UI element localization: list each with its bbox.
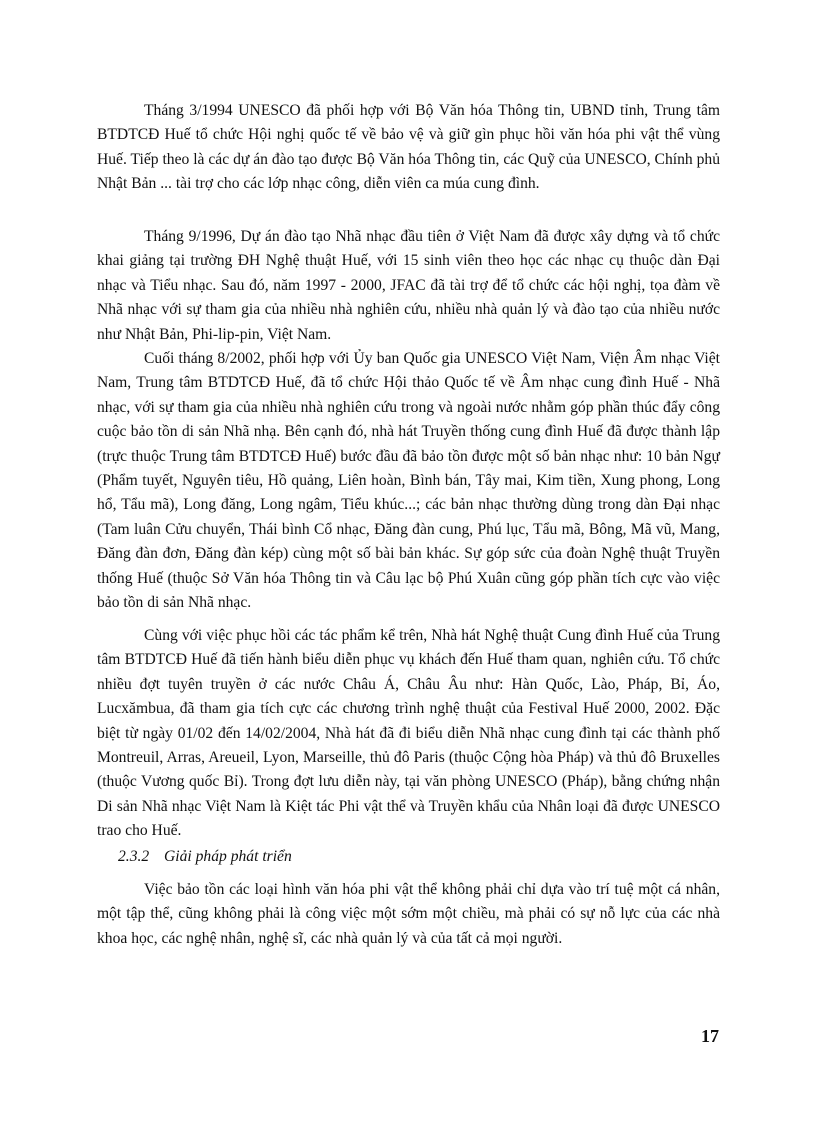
page-number: 17 bbox=[701, 1026, 719, 1046]
paragraph-text: Tháng 9/1996, Dự án đào tạo Nhã nhạc đầu tiên ở Việt Nam đã được xây dựng và tổ chức khai giảng tại trường ĐH Nghệ thuật Huế, với 15 sinh viên theo học các nhạc cụ thuộc dàn Đại nhạc và Tiểu nhạc. Sau đó, năm 1997 - 2000, JFAC đã tài trợ để tổ chức các hội nghị, tọa đàm về Nhã nhạc với sự tham gia của nhiều nhà nghiên cứu, nhiều nhà quản lý và đào tạo của nhiều nước như Nhật Bản, Phi-lip-pin, Việt Nam. bbox=[97, 228, 720, 343]
section-title: Giải pháp phát triển bbox=[164, 848, 292, 865]
paragraph-3 bbox=[97, 347, 720, 615]
paragraph-1 bbox=[97, 99, 720, 197]
paragraph-5 bbox=[97, 878, 720, 951]
section-number: 2.3.2 bbox=[118, 848, 150, 865]
section-heading bbox=[118, 848, 292, 866]
paragraph-text: Cuối tháng 8/2002, phối hợp với Ủy ban Quốc gia UNESCO Việt Nam, Viện Âm nhạc Việt Nam, Trung tâm BTDTCĐ Huế, đã tổ chức Hội thảo Quốc tế về Âm nhạc cung đình Huế - Nhã nhạc, với sự tham gia của nhiều nhà nghiên cứu trong và ngoài nước nhằm góp phần thúc đẩy công cuộc bảo tồn di sản Nhã nhạ. Bên cạnh đó, nhà hát Truyền thống cung đình Huế đã được thành lập (trực thuộc Trung tâm BTDTCĐ Huế) bước đầu đã bảo tồn được một số bản nhạc như: 10 bản Ngự (Phẩm tuyết, Nguyên tiêu, Hồ quảng, Liên hoàn, Bình bán, Tây mai, Kim tiền, Xung phong, Long hổ, Tẩu mã), Long đăng, Long ngâm, Tiểu khúc...; các bản nhạc thường dùng trong dàn Đại nhạc (Tam luân Cửu chuyển, Thái bình Cổ nhạc, Đăng đàn cung, Phú lục, Tẩu mã, Bông, Mã vũ, Mang, Đăng đàn đơn, Đăng đàn kép) cùng một số bài bản khác. Sự góp sức của đoàn Nghệ thuật Truyền thống Huế (thuộc Sở Văn hóa Thông tin và Câu lạc bộ Phú Xuân cũng góp phần tích cực vào việc bảo tồn di sản Nhã nhạc. bbox=[97, 350, 720, 612]
paragraph-text: Cùng với việc phục hồi các tác phẩm kể trên, Nhà hát Nghệ thuật Cung đình Huế của Trung tâm BTDTCĐ Huế đã tiến hành biểu diễn phục vụ khách đến Huế tham quan, nghiên cứu. Tổ chức nhiều đợt tuyên truyền ở các nước Châu Á, Châu Âu như: Hàn Quốc, Lào, Pháp, Bỉ, Áo, Lucxămbua, đã tham gia tích cực các chương trình nghệ thuật của Festival Huế 2000, 2002. Đặc biệt từ ngày 01/02 đến 14/02/2004, Nhà hát đã đi biểu diễn Nhã nhạc cung đình tại các thành phố Montreuil, Arras, Areueil, Lyon, Marseille, thủ đô Paris (thuộc Cộng hòa Pháp) và thủ đô Bruxelles (thuộc Vương quốc Bỉ). Trong đợt lưu diễn này, tại văn phòng UNESCO (Pháp), bằng chứng nhận Di sản Nhã nhạc Việt Nam là Kiệt tác Phi vật thể và Truyền khẩu của Nhân loại đã được UNESCO trao cho Huế. bbox=[97, 627, 720, 840]
paragraph-4 bbox=[97, 624, 720, 844]
paragraph-text: Tháng 3/1994 UNESCO đã phối hợp với Bộ Văn hóa Thông tin, UBND tỉnh, Trung tâm BTDTCĐ Huế tổ chức Hội nghị quốc tế về bảo vệ và giữ gìn phục hồi văn hóa phi vật thể vùng Huế. Tiếp theo là các dự án đào tạo được Bộ Văn hóa Thông tin, các Quỹ của UNESCO, Chính phủ Nhật Bản ... tài trợ cho các lớp nhạc công, diễn viên ca múa cung đình. bbox=[97, 102, 720, 193]
paragraph-text: Việc bảo tồn các loại hình văn hóa phi vật thể không phải chỉ dựa vào trí tuệ một cá nhân, một tập thể, cũng không phải là công việc một sớm một chiều, mà phải có sự nỗ lực của các nhà khoa học, các nghệ nhân, nghệ sĩ, các nhà quản lý và của tất cả mọi người. bbox=[97, 881, 720, 947]
paragraph-2 bbox=[97, 225, 720, 347]
